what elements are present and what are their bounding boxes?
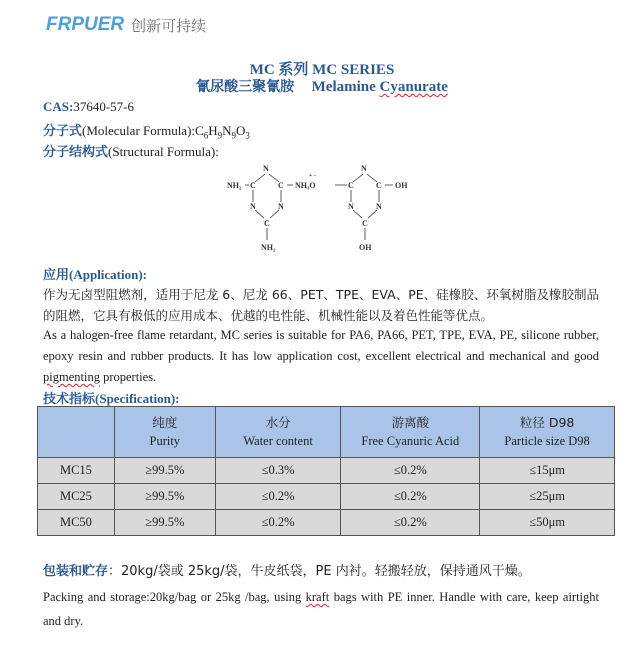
specification-table	[37, 406, 615, 536]
table-header-row	[38, 407, 615, 458]
atom-c-left-3: C	[264, 219, 270, 228]
header-cn: 粒径 D98	[519, 415, 575, 430]
atom-c-right-3: C	[362, 219, 368, 228]
application-text-en-c: properties.	[99, 370, 157, 384]
table-row	[38, 458, 615, 484]
table-cell: ≤50μm	[480, 510, 615, 536]
header-cn: 游离酸	[391, 415, 430, 430]
application-text-en-a: As a halogen-free flame retardant, MC series is suitable for PA6, PA66, PET, TPE, EVA, PE, silicone rubber, epoxy resin and rubber products. It has low application cost, excellent electrical and mechanical and good	[43, 328, 599, 363]
table-cell: ≥99.5%	[114, 458, 215, 484]
table-cell: ≤0.2%	[215, 484, 341, 510]
atom-n-right-2: N	[376, 202, 382, 211]
table-row	[38, 484, 615, 510]
header-cn: 水分	[265, 415, 291, 430]
atom-n-right-1: N	[348, 202, 354, 211]
atom-n-left-1: N	[250, 202, 256, 211]
product-name-en-b: Cyanurate	[379, 79, 448, 95]
cas-line	[43, 99, 134, 115]
packing-text-en-a: Packing and storage:20kg/bag or 25kg /bag, using	[43, 590, 306, 604]
formula-label-cn: 分子式	[43, 124, 83, 139]
atom-c-left-2: C	[278, 181, 284, 190]
cas-label: CAS:	[43, 99, 74, 114]
specification-label-cn: 技术指标	[43, 392, 96, 407]
table-cell: ≤0.2%	[215, 510, 341, 536]
packing-text-en-b: kraft	[305, 590, 330, 604]
atom-n-top-left: N	[263, 164, 269, 173]
charge-sign: + -	[309, 173, 316, 179]
packing-label-cn: 包装和贮存	[43, 564, 109, 579]
table-header-cell	[215, 407, 341, 458]
logo-slogan: 创新可持续	[131, 16, 207, 35]
table-cell: ≤0.3%	[215, 458, 341, 484]
logo-wordmark: FRPUER	[46, 14, 125, 35]
cas-value: 37640-57-6	[73, 99, 135, 114]
packing-text-en	[43, 585, 599, 633]
application-label-cn: 应用	[43, 268, 70, 283]
product-name-cn: 氰尿酸三聚氰胺	[196, 79, 295, 95]
table-cell: ≥99.5%	[114, 484, 215, 510]
product-name-en-a: Melamine	[311, 79, 380, 95]
formula-value: $C_6H_9N_9O_3$	[195, 123, 250, 141]
structural-formula-diagram	[225, 158, 425, 256]
page-title: MC 系列 MC SERIES	[249, 62, 395, 78]
table-header-cell	[480, 407, 615, 458]
group-nh3o: NH₃O	[295, 181, 316, 190]
table-cell: MC15	[38, 458, 115, 484]
atom-c-right-2: C	[376, 181, 382, 190]
table-cell: ≤15μm	[480, 458, 615, 484]
formula-label-en: (Molecular Formula):	[82, 123, 196, 138]
group-oh-right: OH	[395, 181, 408, 190]
application-label-en: (Application):	[69, 267, 148, 282]
header-en: Water content	[243, 434, 313, 448]
structural-label-en: (Structural Formula):	[108, 144, 219, 159]
application-text-en-b: pigmenting	[43, 370, 100, 384]
company-logo	[46, 14, 206, 36]
atom-c-right-1: C	[348, 181, 354, 190]
packing-text-en-c: bags with PE inner. Handle with care, keep airtight and dry.	[43, 590, 599, 628]
specification-heading	[43, 388, 180, 407]
table-header-cell	[341, 407, 480, 458]
structural-line	[43, 141, 219, 160]
group-oh-bottom: OH	[359, 243, 372, 252]
table-cell: MC50	[38, 510, 115, 536]
table-cell: ≥99.5%	[114, 510, 215, 536]
formula-line	[43, 120, 250, 141]
table-row	[38, 510, 615, 536]
application-heading	[43, 264, 147, 283]
group-nh2-bottom: NH₂	[261, 243, 276, 252]
header-en: Particle size D98	[504, 434, 590, 448]
application-text-cn: 作为无卤型阻燃剂，适用于尼龙 6、尼龙 66、PET、TPE、EVA、PE、硅橡胶、环氧树脂及橡胶制品的阻燃，它具有极低的应用成本、优越的电性能、机械性能以及着色性能等优点。	[43, 287, 599, 323]
table-cell: ≤0.2%	[341, 484, 480, 510]
table-cell: ≤25μm	[480, 484, 615, 510]
atom-c-left-1: C	[250, 181, 256, 190]
table-cell: MC25	[38, 484, 115, 510]
header-en: Free Cyanuric Acid	[361, 434, 460, 448]
specification-label-en: (Specification):	[95, 391, 180, 406]
product-name	[0, 76, 644, 96]
table-header-cell	[38, 407, 115, 458]
group-nh2-left: NH₂	[227, 181, 242, 190]
packing-text-cn: ：20kg/袋或 25kg/袋，牛皮纸袋，PE 内衬。轻搬轻放，保持通风干燥。	[108, 564, 531, 579]
packing-cn-line	[43, 560, 531, 579]
table-cell: ≤0.2%	[341, 510, 480, 536]
atom-n-left-2: N	[278, 202, 284, 211]
header-cn: 纯度	[152, 415, 178, 430]
application-text-en	[43, 325, 599, 388]
header-en: Purity	[149, 434, 181, 448]
structural-label-cn: 分子结构式	[43, 145, 109, 160]
table-header-cell	[114, 407, 215, 458]
table-cell: ≤0.2%	[341, 458, 480, 484]
atom-n-top-right: N	[361, 164, 367, 173]
